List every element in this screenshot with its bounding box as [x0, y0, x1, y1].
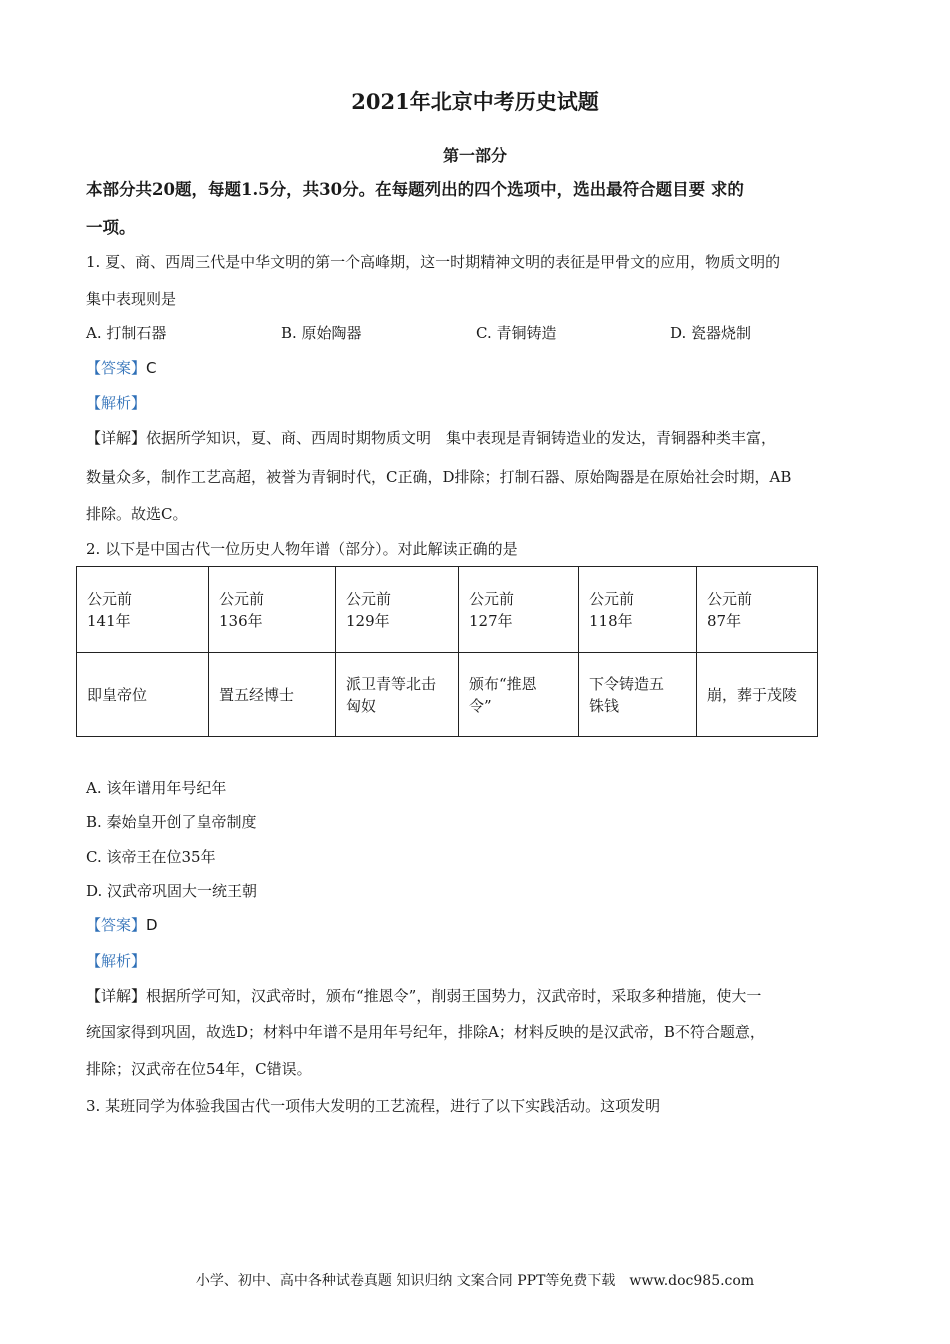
- year-cell: 公元前 136年: [209, 567, 336, 653]
- q2-detail-line-2: 统国家得到巩固，故选D；材料中年谱不是用年号纪年，排除A；材料反映的是汉武帝，B不符合题意，: [86, 1023, 765, 1041]
- q1-detail-line-2: 数量众多，制作工艺高超，被誉为青铜时代，C正确，D排除；打制石器、原始陶器是在原始社会时期，AB: [86, 468, 792, 486]
- q1-detail-label: 【详解】: [86, 429, 147, 447]
- section-title: 第一部分: [442, 146, 507, 165]
- q2-option-a: A. 该年谱用年号纪年: [86, 779, 227, 797]
- q2-answer: [86, 914, 158, 935]
- q1-detail-text-1: 依据所学知识，夏、商、西周时期物质文明 集中表现是青铜铸造业的发达，青铜器种类丰富，: [146, 429, 777, 447]
- event-cell: 置五经博士: [209, 653, 336, 737]
- event-cell: 崩，葬于茂陵: [697, 653, 818, 737]
- q2-analysis-label: 【解析】: [86, 952, 147, 970]
- year-cell: 公元前 141年: [77, 567, 209, 653]
- document-title: 2021年北京中考历史试题: [351, 89, 599, 114]
- q2-detail-line-1: [86, 985, 761, 1006]
- year-cell: 公元前 118年: [579, 567, 697, 653]
- q2-answer-label: 【答案】: [86, 916, 147, 934]
- table-row-years: [77, 567, 818, 653]
- q1-analysis-label: 【解析】: [86, 394, 147, 412]
- q2-detail-text-1: 根据所学可知，汉武帝时，颁布“推恩令”，削弱王国势力，汉武帝时，采取多种措施，使大一: [146, 987, 762, 1005]
- table-row-events: [77, 653, 818, 737]
- q2-detail-label: 【详解】: [86, 987, 147, 1005]
- q1-stem-line-1: 1. 夏、商、西周三代是中华文明的第一个高峰期，这一时期精神文明的表征是甲骨文的应用，物质文明的: [86, 253, 781, 271]
- page-footer: 小学、初中、高中各种试卷真题 知识归纳 文案合同 PPT等免费下载 www.doc985.com: [195, 1273, 755, 1289]
- q2-detail-line-3: 排除；汉武帝在位54年，C错误。: [86, 1060, 312, 1078]
- q2-option-b: B. 秦始皇开创了皇帝制度: [86, 813, 257, 831]
- q3-stem: 3. 某班同学为体验我国古代一项伟大发明的工艺流程，进行了以下实践活动。这项发明: [86, 1097, 661, 1115]
- event-cell: 派卫青等北击 匈奴: [336, 653, 459, 737]
- q1-option-a: A. 打制石器: [86, 324, 167, 342]
- year-cell: 公元前 87年: [697, 567, 818, 653]
- q2-answer-value: D: [146, 916, 158, 934]
- q1-stem-line-2: 集中表现则是: [86, 290, 177, 308]
- q1-answer: [86, 357, 157, 378]
- chronology-table: [76, 566, 818, 737]
- q2-stem: 2. 以下是中国古代一位历史人物年谱（部分）。对此解读正确的是: [86, 540, 518, 558]
- year-cell: 公元前 129年: [336, 567, 459, 653]
- q1-answer-value: C: [146, 359, 157, 377]
- section-instructions-line-1: 本部分共20题，每题1.5分，共30分。在每题列出的四个选项中，选出最符合题目要 求的: [86, 180, 744, 199]
- q2-option-d: D. 汉武帝巩固大一统王朝: [86, 882, 258, 900]
- event-cell: 下令铸造五 铢钱: [579, 653, 697, 737]
- q1-option-d: D. 瓷器烧制: [670, 324, 752, 342]
- q1-detail-line-3: 排除。故选C。: [86, 505, 188, 523]
- event-cell: 即皇帝位: [77, 653, 209, 737]
- event-cell: 颁布“推恩 令”: [459, 653, 579, 737]
- year-cell: 公元前 127年: [459, 567, 579, 653]
- q1-detail-line-1: [86, 427, 776, 448]
- q1-option-b: B. 原始陶器: [281, 324, 362, 342]
- section-instructions-line-2: 一项。: [86, 218, 136, 237]
- q2-option-c: C. 该帝王在位35年: [86, 848, 216, 866]
- q1-option-c: C. 青铜铸造: [476, 324, 557, 342]
- q1-answer-label: 【答案】: [86, 359, 147, 377]
